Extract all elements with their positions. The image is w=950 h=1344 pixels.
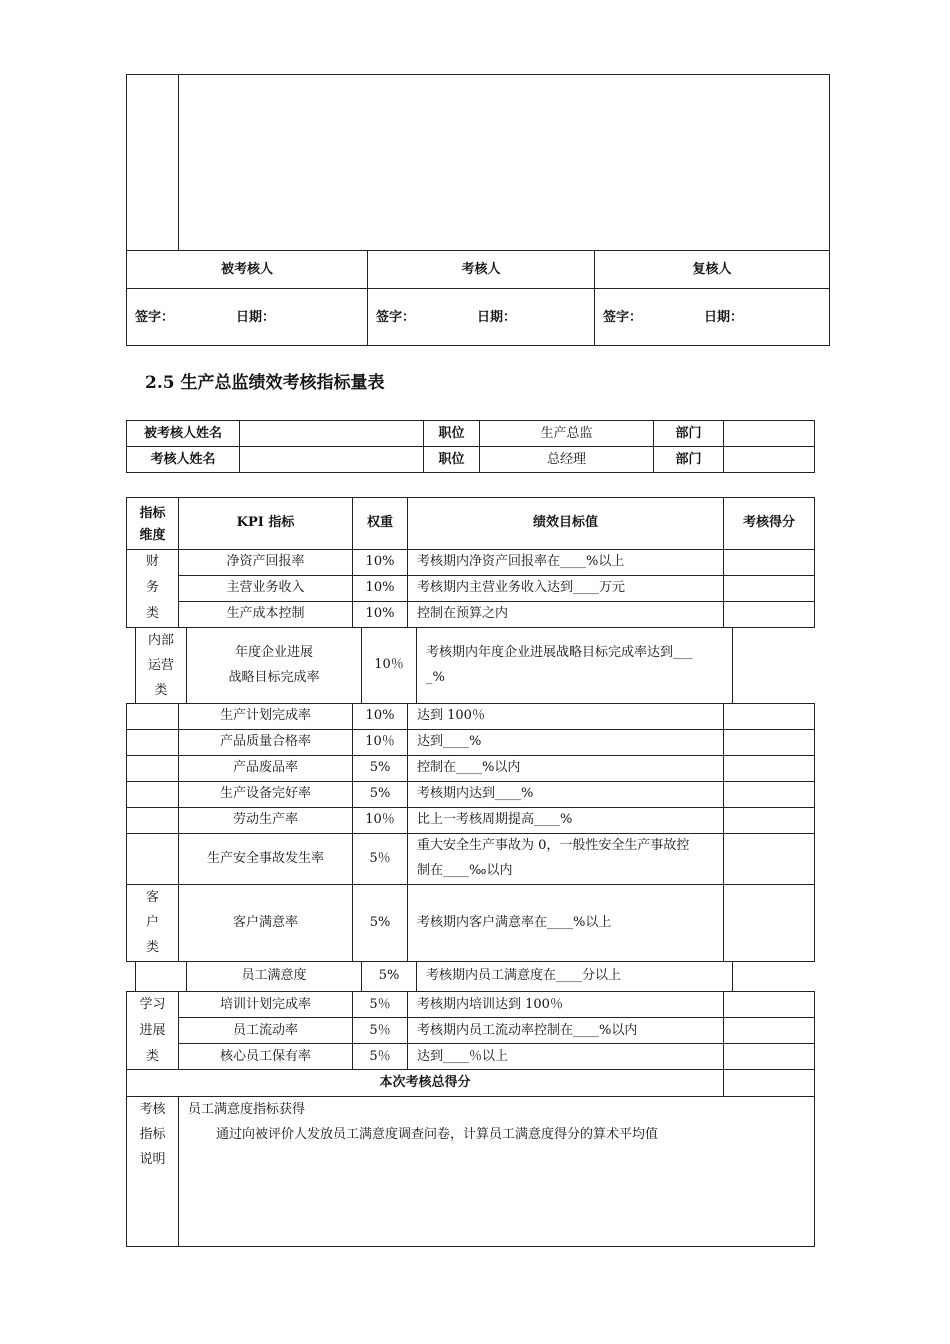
kpi-target: 达到 100％ (417, 708, 485, 723)
kpi-name: 生产计划完成率 (219, 708, 311, 723)
kpi-target: 控制在____%以内 (417, 760, 521, 775)
kpi-weight: 5％ (369, 851, 391, 866)
kpi-target: 考核期内员工满意度在____分以上 (426, 968, 622, 983)
total-score-label: 本次考核总得分 (379, 1075, 471, 1090)
group-internal-2: 运营 (147, 658, 174, 673)
kpi-target: 达到____％以上 (417, 1049, 509, 1064)
date-label-1: 日期： (236, 310, 276, 325)
header-appraiser: 考核人 (461, 262, 501, 277)
header-dimension-1: 指标 (139, 506, 166, 521)
appraiser-name-label: 考核人姓名 (150, 452, 216, 467)
kpi-name: 员工流动率 (232, 1023, 298, 1038)
kpi-weight: 5％ (369, 1023, 391, 1038)
kpi-target: 比上一考核周期提高____% (417, 812, 573, 827)
notes-label-2: 指标 (139, 1127, 166, 1142)
kpi-weight: 5％ (369, 1049, 391, 1064)
kpi-name: 员工满意度 (241, 968, 307, 983)
kpi-weight: 10% (365, 580, 395, 595)
position-label-2: 职位 (438, 452, 465, 467)
header-kpi: KPI 指标 (236, 515, 295, 530)
kpi-target-line-1: 考核期内年度企业进展战略目标完成率达到___ (426, 645, 693, 660)
header-score: 考核得分 (742, 515, 795, 530)
kpi-name: 培训计划完成率 (219, 997, 311, 1012)
header-reviewer: 复核人 (692, 262, 732, 277)
kpi-name: 主营业务收入 (226, 580, 305, 595)
date-label-2: 日期： (477, 310, 517, 325)
kpi-target-line-2: _% (426, 670, 445, 685)
kpi-target: 考核期内培训达到 100％ (417, 997, 563, 1012)
kpi-weight: 5% (369, 915, 391, 930)
kpi-name-line-2: 战略目标完成率 (228, 670, 320, 685)
kpi-target: 考核期内员工流动率控制在____%以内 (417, 1023, 638, 1038)
group-finance-3: 类 (145, 606, 159, 621)
dept-label-1: 部门 (675, 426, 702, 441)
kpi-weight: 5％ (369, 997, 391, 1012)
group-customer-1: 客 (145, 890, 159, 905)
group-internal-1: 内部 (147, 633, 174, 648)
kpi-weight: 5% (369, 786, 391, 801)
kpi-target: 控制在预算之内 (417, 606, 509, 621)
group-internal-3: 类 (154, 683, 168, 698)
header-target: 绩效目标值 (532, 515, 598, 530)
section-title: 2.5 生产总监绩效考核指标量表 (145, 373, 385, 393)
group-customer-3: 类 (145, 940, 159, 955)
kpi-name: 产品废品率 (232, 760, 298, 775)
position-value-1: 生产总监 (540, 426, 593, 441)
kpi-weight: 10％ (374, 657, 404, 672)
group-finance-1: 财 (145, 554, 159, 569)
kpi-weight: 10% (365, 708, 395, 723)
kpi-weight: 5% (369, 760, 391, 775)
kpi-name: 生产设备完好率 (219, 786, 311, 801)
notes-line-2: 通过向被评价人发放员工满意度调查问卷，计算员工满意度得分的算术平均值 (216, 1127, 659, 1142)
kpi-name: 核心员工保有率 (219, 1049, 311, 1064)
notes-line-1: 员工满意度指标获得 (188, 1102, 306, 1117)
position-value-2: 总经理 (546, 452, 586, 467)
notes-label-3: 说明 (139, 1152, 166, 1167)
date-label-3: 日期： (704, 310, 744, 325)
dept-label-2: 部门 (675, 452, 702, 467)
position-label-1: 职位 (438, 426, 465, 441)
group-learning-2: 进展 (139, 1023, 166, 1038)
kpi-name: 净资产回报率 (226, 554, 305, 569)
kpi-name: 产品质量合格率 (219, 734, 311, 749)
kpi-target: 考核期内达到____% (417, 786, 534, 801)
kpi-name: 生产安全事故发生率 (206, 851, 324, 866)
kpi-weight: 10％ (365, 734, 395, 749)
kpi-weight: 5% (378, 968, 400, 983)
kpi-target-line-1: 重大安全生产事故为 0，一般性安全生产事故控 (417, 838, 690, 853)
group-learning-3: 类 (145, 1049, 159, 1064)
kpi-weight: 10% (365, 554, 395, 569)
header-appraisee: 被考核人 (220, 262, 273, 277)
header-dimension-2: 维度 (139, 528, 166, 543)
kpi-weight: 10% (365, 606, 395, 621)
sign-label-1: 签字： (135, 310, 175, 325)
notes-label-1: 考核 (139, 1102, 166, 1117)
sign-label-3: 签字： (603, 310, 643, 325)
kpi-target: 达到____% (417, 734, 482, 749)
sign-label-2: 签字： (376, 310, 416, 325)
kpi-target: 考核期内净资产回报率在____%以上 (417, 554, 625, 569)
kpi-target: 考核期内主营业务收入达到____万元 (417, 580, 626, 595)
kpi-name: 劳动生产率 (232, 812, 298, 827)
kpi-target-line-2: 制在____‰以内 (417, 863, 513, 878)
appraisee-name-label: 被考核人姓名 (143, 426, 222, 441)
group-finance-2: 务 (145, 580, 159, 595)
group-learning-1: 学习 (139, 997, 166, 1012)
kpi-name: 客户满意率 (232, 915, 298, 930)
kpi-name-line-1: 年度企业进展 (234, 645, 313, 660)
header-weight: 权重 (366, 515, 393, 530)
group-customer-2: 户 (145, 915, 159, 930)
kpi-target: 考核期内客户满意率在____%以上 (417, 915, 612, 930)
kpi-weight: 10％ (365, 812, 395, 827)
kpi-name: 生产成本控制 (226, 606, 305, 621)
